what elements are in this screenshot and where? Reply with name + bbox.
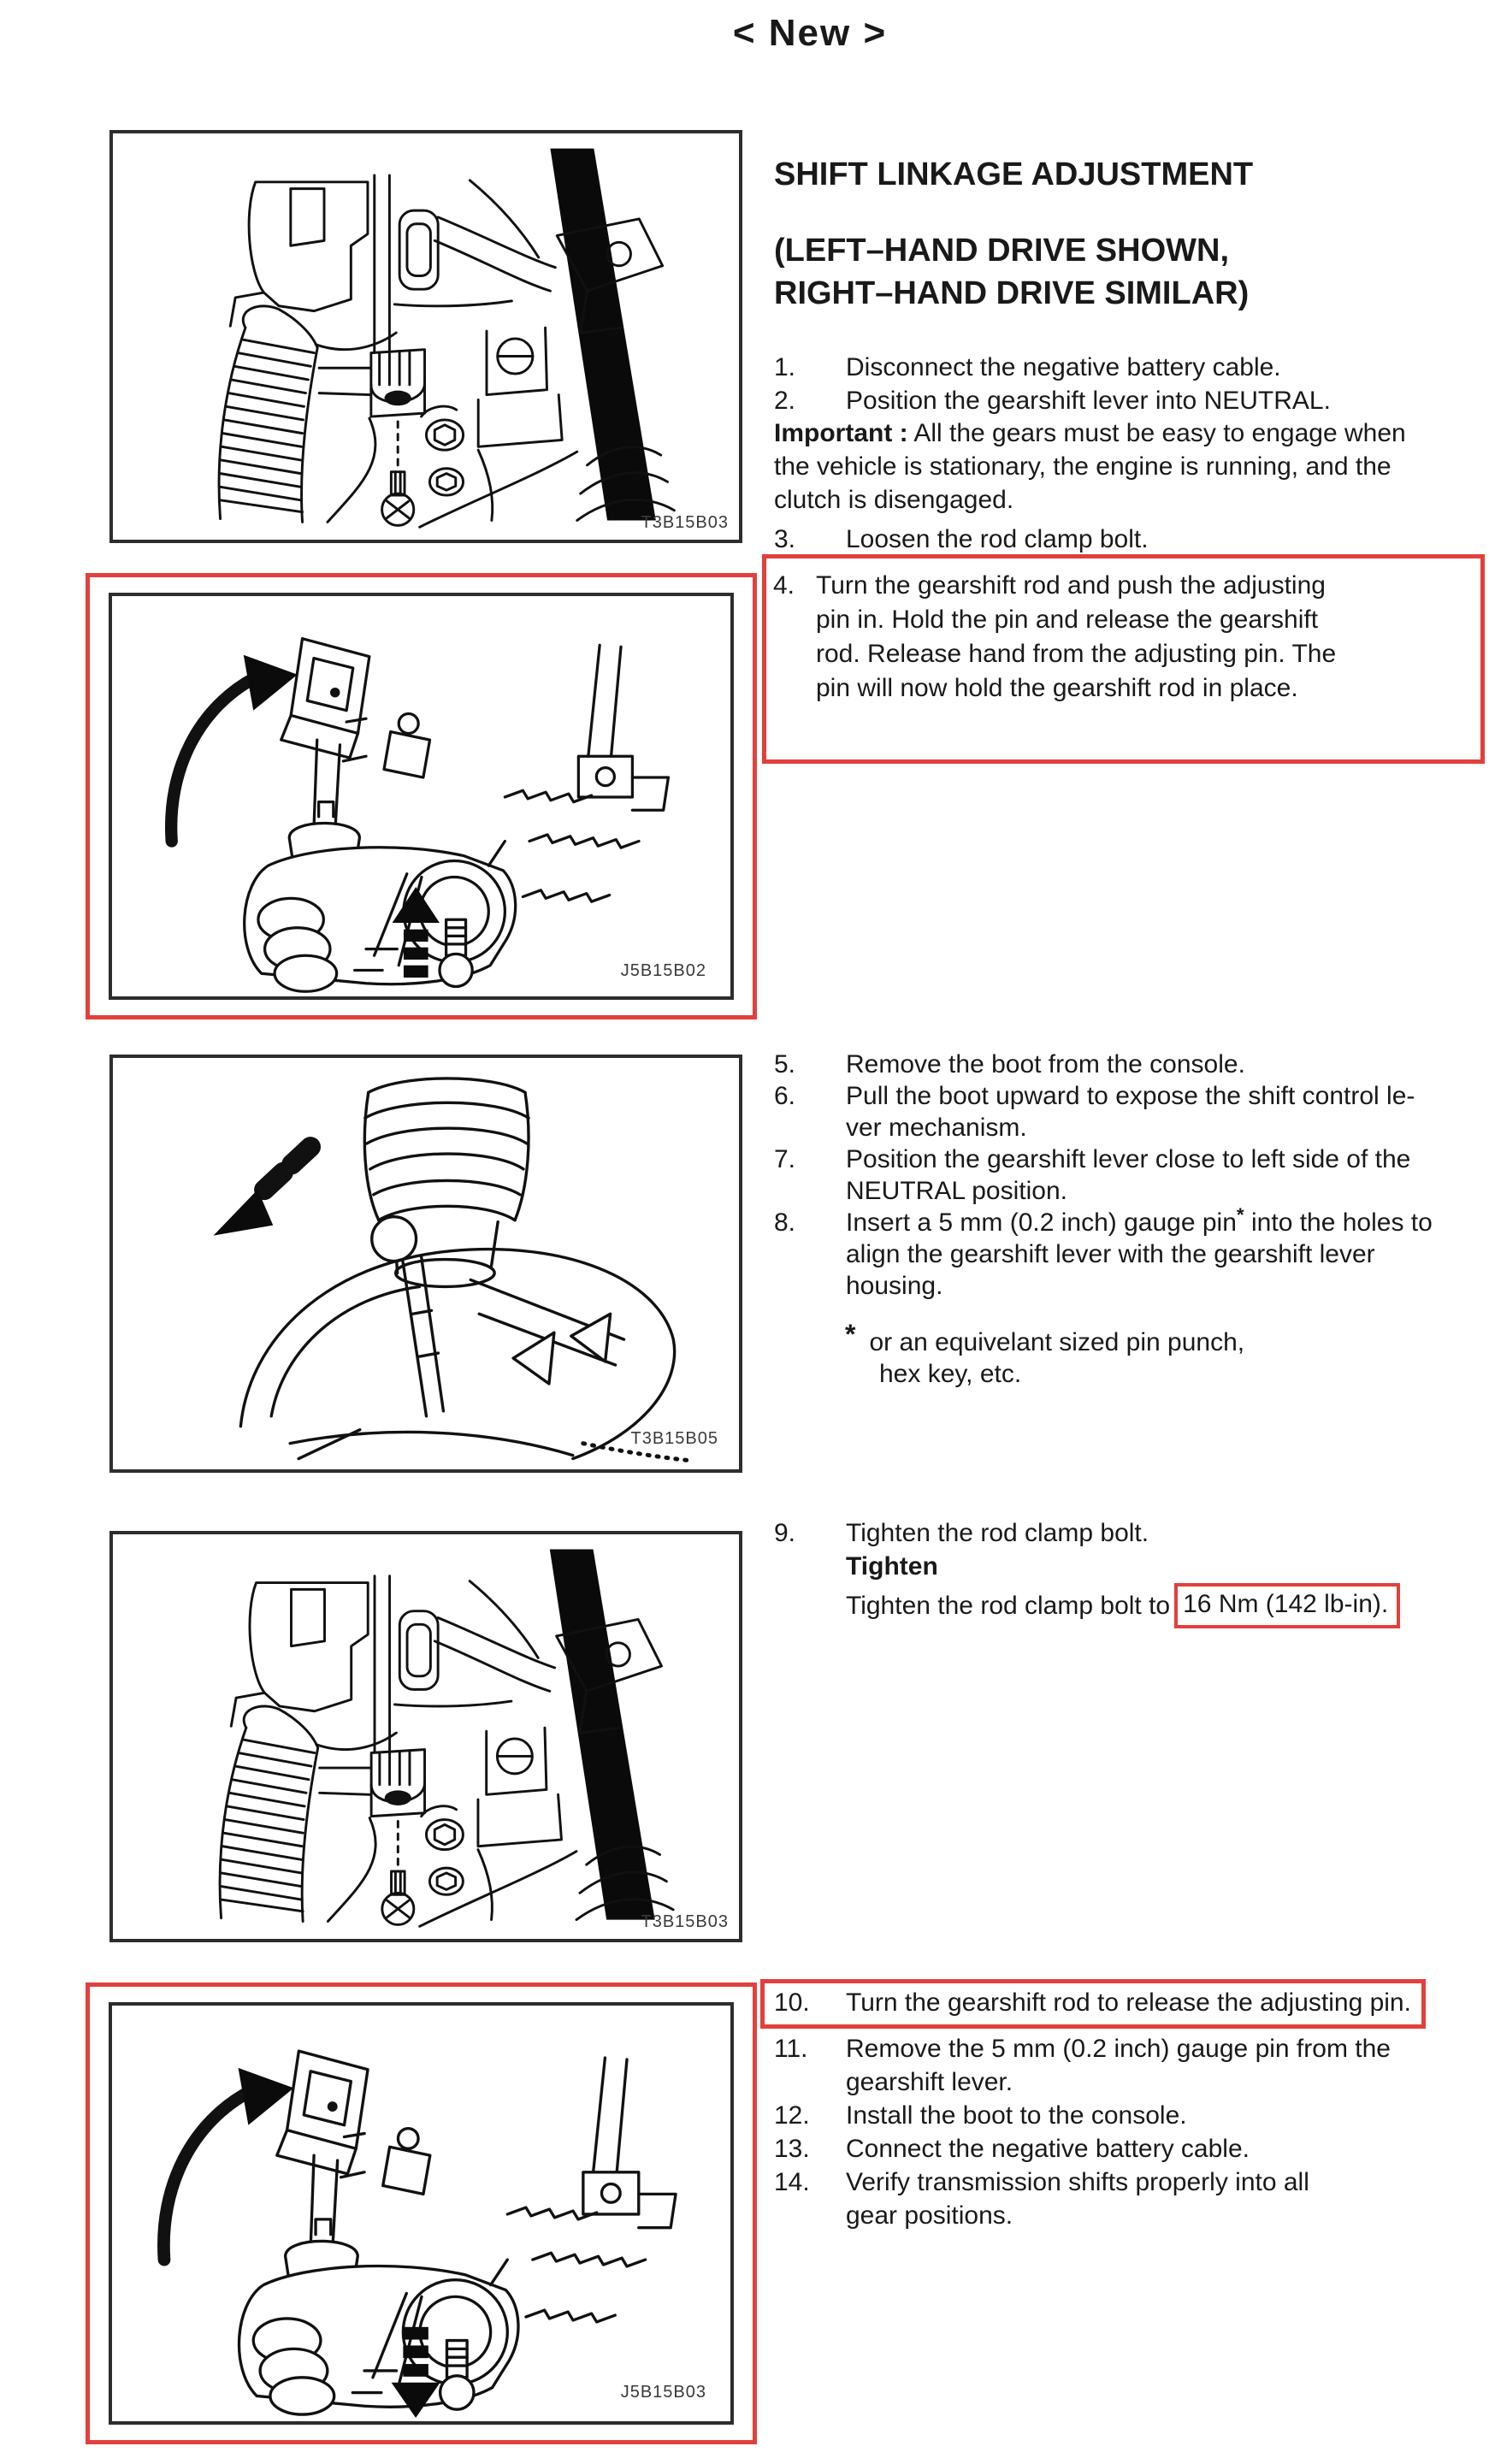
step-line: Install the boot to the console. [846,2101,1187,2130]
step-line: NEUTRAL position. [846,1177,1067,1205]
footnote-text: or an equivelant sized pin punch, [869,1328,1245,1356]
console-boot-illustration [113,1058,739,1469]
important-line-3: clutch is disengaged. [774,486,1014,514]
shift-linkage-illustration [113,1534,739,1939]
step-line: Disconnect the negative battery cable. [846,353,1281,381]
step-line: Connect the negative battery cable. [846,2135,1250,2163]
step-text [846,1204,1433,1302]
figure-shift-linkage-2 [109,1531,742,1942]
figure-label: J5B15B02 [620,961,706,980]
figure-console-boot [109,1055,742,1473]
step-number: 14. [774,2168,810,2196]
figure-label: T3B15B05 [630,1429,718,1448]
step-text [846,384,1331,417]
steps-1-2 [774,351,1331,417]
step-number: 8. [774,1208,796,1237]
step-number: 2. [774,387,796,415]
step-line: pin will now hold the gearshift rod in place. [816,674,1298,702]
step-item [774,1516,1400,1550]
step-item [774,1143,1433,1207]
step-line: Remove the boot from the console. [846,1050,1245,1078]
step-number: 7. [774,1145,796,1173]
step-3 [774,523,1149,556]
step-item [774,1080,1433,1143]
step-text [846,1143,1410,1207]
gearshift-rod-push-illustration [112,596,730,996]
step-line: gear positions. [846,2201,1013,2230]
step-item [774,1049,1433,1080]
step-number: 9. [774,1519,796,1547]
step-text [846,1049,1245,1080]
step-number: 6. [774,1082,796,1110]
step-text [846,1986,1411,2019]
step-number: 11. [774,2035,808,2063]
highlight-box-torque-spec: 16 Nm (142 lb-in). [1174,1583,1400,1628]
step-line: Insert a 5 mm (0.2 inch) gauge pin* into the holes to [846,1204,1433,1237]
step-item [774,2099,1426,2132]
step-text [846,1080,1415,1143]
footnote-line-2: hex key, etc. [879,1360,1022,1388]
step-line: Position the gearshift lever into NEUTRAL. [846,387,1331,415]
highlight-frame-figure-push-pin [86,573,757,1019]
step-text [846,2132,1250,2166]
step-line: Turn the gearshift rod to release the adjusting pin. [846,1988,1411,2017]
step-line: Tighten the rod clamp bolt. [846,1519,1149,1547]
subheading-line-2: RIGHT–HAND DRIVE SIMILAR) [774,275,1250,311]
step-line: Turn the gearshift rod and push the adjusting [816,571,1326,600]
footnote-line-1 [845,1319,1244,1358]
steps-5-8 [774,1049,1433,1302]
torque-spec-prefix: Tighten the rod clamp bolt to [846,1592,1171,1620]
step-item [774,384,1331,417]
figure-gearshift-rod-release [109,2002,734,2425]
step-line: housing. [846,1272,943,1300]
asterisk-marker: * [845,1319,856,1350]
step-number: 13. [774,2135,810,2163]
figure-gearshift-rod-push [109,593,734,1000]
figure-label: T3B15B03 [641,1912,729,1931]
subheading-line-1: (LEFT–HAND DRIVE SHOWN, [774,233,1229,269]
step-number: 12. [774,2101,810,2130]
highlight-box-step [760,1979,1426,2029]
step-4-boxed [773,569,1474,706]
step-item [774,1204,1433,1302]
step-item [773,569,1474,706]
step-number: 1. [774,353,796,381]
torque-spec-line [846,1583,1400,1628]
highlight-frame-figure-release-pin [86,1982,757,2444]
step-item [774,2166,1426,2232]
section-subheading [774,229,1249,315]
step-line: rod. Release hand from the adjusting pin. The [816,640,1337,668]
step-item [774,351,1331,384]
step-line: ver mechanism. [846,1114,1027,1142]
important-line-1 [774,417,1406,450]
step-line: Position the gearshift lever close to left side of the [846,1145,1411,1173]
page-title: < New > [732,12,888,54]
step-9-group [774,1516,1400,1628]
step-text [846,2166,1309,2232]
section-heading: SHIFT LINKAGE ADJUSTMENT [774,157,1254,192]
step-number: 5. [774,1050,796,1078]
step-number: 10. [774,1988,810,2017]
step-line: Loosen the rod clamp bolt. [846,525,1149,553]
step-item [774,2132,1426,2166]
figure-label: T3B15B03 [641,513,729,532]
step-text [846,523,1149,556]
step-text [816,569,1336,706]
step-line: gearshift lever. [846,2068,1013,2096]
important-label: Important : [774,419,908,447]
step-line: Verify transmission shifts properly into all [846,2168,1309,2196]
highlight-box-step-4 [762,554,1485,764]
shift-linkage-illustration [113,133,739,540]
step-line: align the gearshift lever with the gearshift lever [846,1240,1375,1268]
important-line-2: the vehicle is stationary, the engine is running, and the [774,452,1392,481]
step-number: 4. [773,571,795,600]
important-text: All the gears must be easy to engage when [913,419,1406,447]
figure-shift-linkage-1 [109,130,742,543]
step-line: Pull the boot upward to expose the shift control le- [846,1082,1415,1110]
step-text [846,351,1281,384]
steps-10-14 [774,1986,1426,2232]
step-line: Remove the 5 mm (0.2 inch) gauge pin from the [846,2035,1391,2063]
gearshift-rod-release-illustration [112,2006,730,2421]
step-number: 3. [774,525,796,553]
step-item [774,2032,1426,2099]
step-text [846,2099,1187,2132]
step-text [846,2032,1391,2099]
figure-label: J5B15B03 [620,2383,706,2402]
footnote [845,1319,1244,1390]
step-line: pin in. Hold the pin and release the gearshift [816,606,1319,634]
tighten-label: Tighten [846,1552,938,1581]
important-note [774,417,1406,517]
step-item [774,523,1149,556]
